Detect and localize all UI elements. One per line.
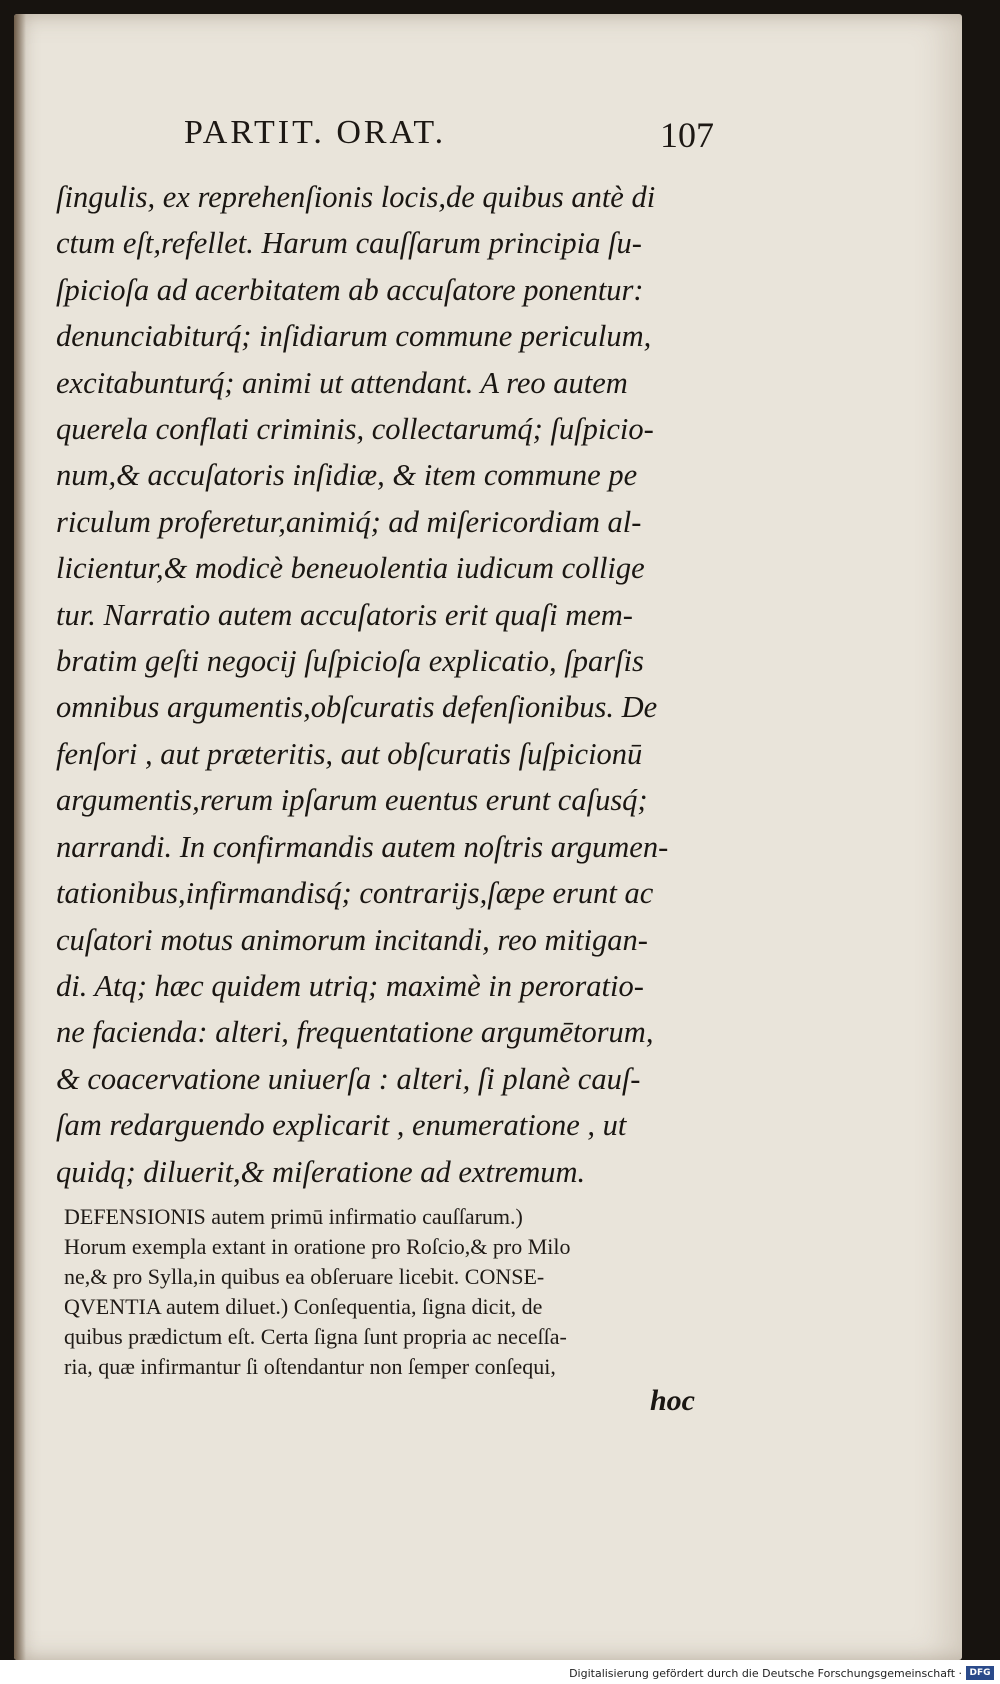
text-line: & coacervatione uniuerſa : alteri, ſi planè cauſ- xyxy=(56,1061,641,1096)
text-line: cuſatori motus animorum incitandi, reo mitigan- xyxy=(56,922,648,957)
text-line: ctum eſt,refellet. Harum cauſſarum principia ſu- xyxy=(56,226,642,261)
text-line: DEFENSIONIS autem primū infirmatio cauſſarum.) xyxy=(64,1204,523,1229)
text-line: tationibus,infirmandisq́; contrarijs,ſæpe erunt ac xyxy=(56,876,654,911)
text-line: argumentis,rerum ipſarum euentus erunt caſusq́; xyxy=(56,783,648,818)
footer-bar xyxy=(0,1660,1000,1684)
text-line: ſingulis, ex reprehenſionis locis,de quibus antè di xyxy=(56,180,656,214)
text-line: tur. Narratio autem accuſatoris erit quaſi mem- xyxy=(56,597,633,632)
text-line: quibus prædictum eſt. Certa ſigna ſunt propria ac neceſſa- xyxy=(64,1324,567,1349)
text-line: omnibus argumentis,obſcuratis defenſionibus. De xyxy=(56,690,658,725)
text-line: bratim geſti negocij ſuſpicioſa explicatio, ſparſis xyxy=(56,644,644,679)
text-line: ria, quæ infirmantur ſi oſtendantur non ſemper conſequi, xyxy=(64,1354,556,1379)
text-line: riculum proferetur,animiq́; ad miſericordiam al- xyxy=(56,504,642,539)
text-line: num,& accuſatoris inſidiæ, & item commune pe xyxy=(56,458,638,493)
main-text xyxy=(56,174,726,1195)
dfg-logo: DFG xyxy=(966,1666,994,1680)
text-line: denunciabiturq́; inſidiarum commune periculum, xyxy=(56,319,652,354)
text-line: querela conflati criminis, collectarumq́; ſuſpicio- xyxy=(56,412,654,447)
text-line: ne facienda: alteri, frequentatione argumētorum, xyxy=(56,1015,654,1050)
text-line: excitabunturq́; animi ut attendant. A reo autem xyxy=(56,365,628,400)
page-number: 107 xyxy=(660,115,714,155)
commentary-notes xyxy=(64,1202,724,1382)
digitization-credit: Digitalisierung gefördert durch die Deutsche Forschungsgemeinschaft · xyxy=(569,1667,962,1680)
book-page xyxy=(14,14,962,1660)
text-line: ne,& pro Sylla,in quibus ea obſeruare licebit. CONSE- xyxy=(64,1264,545,1289)
text-line: ſam redarguendo explicarit , enumeratione , ut xyxy=(56,1108,627,1143)
text-line: licientur,& modicè beneuolentia iudicum collige xyxy=(56,551,645,586)
text-line: di. Atq; hæc quidem utriq; maximè in peroratio- xyxy=(56,968,644,1003)
text-line: quidq; diluerit,& miſeratione ad extremum. xyxy=(56,1154,586,1189)
text-line: QVENTIA autem diluet.) Conſequentia, ſigna dicit, de xyxy=(64,1294,543,1319)
catchword: hoc xyxy=(650,1384,695,1417)
text-line: ſpicioſa ad acerbitatem ab accuſatore ponentur: xyxy=(56,272,644,307)
page-gutter xyxy=(14,14,26,1660)
text-line: fenſori , aut præteritis, aut obſcuratis ſuſpicionū xyxy=(56,736,643,771)
text-line: Horum exempla extant in oratione pro Roſcio,& pro Milo xyxy=(64,1234,571,1259)
running-head: PARTIT. ORAT. xyxy=(184,114,447,151)
text-line: narrandi. In confirmandis autem noſtris argumen- xyxy=(56,829,669,864)
